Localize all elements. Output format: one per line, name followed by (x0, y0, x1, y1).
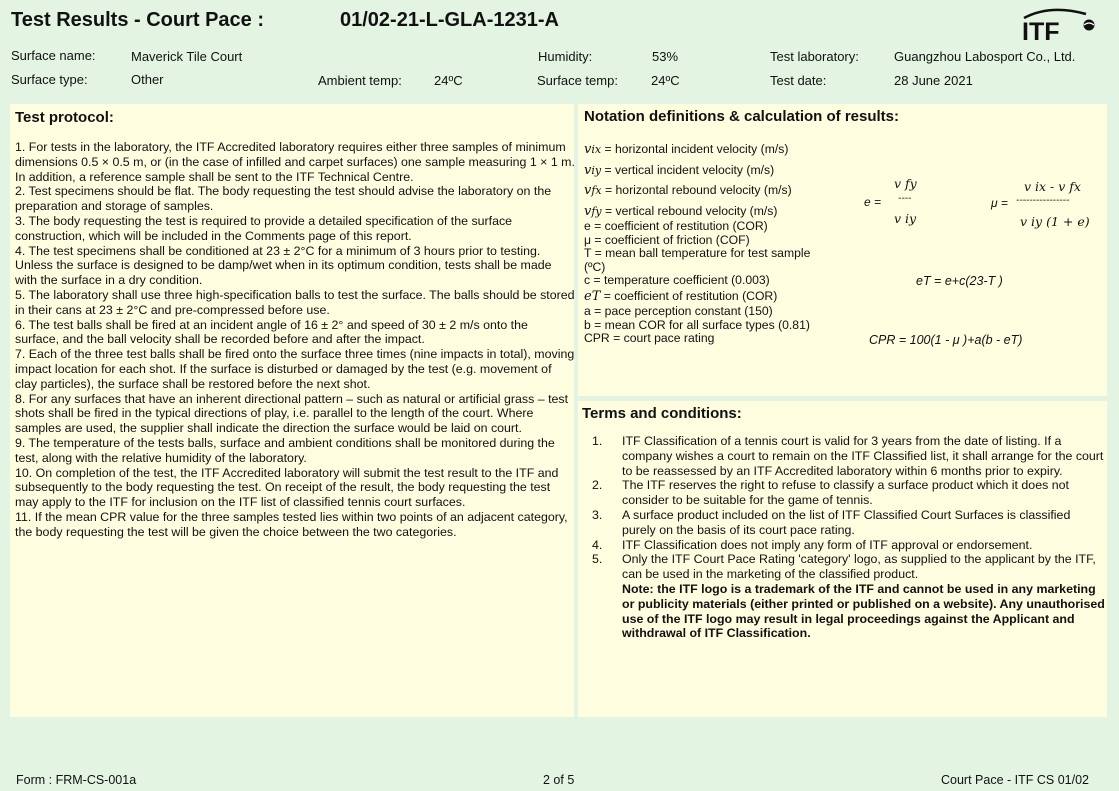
protocol-item: 9. The temperature of the tests balls, surface and ambient conditions shall be monitored during the test, along with the relative humidity of the laboratory. (15, 435, 555, 465)
def-T-unit: (ºC) (584, 260, 606, 274)
formula-mu-denominator: v iy (1 + e) (1020, 214, 1090, 229)
test-protocol-title: Test protocol: (15, 109, 114, 126)
itf-logo (1020, 6, 1100, 42)
test-lab-value: Guangzhou Labosport Co., Ltd. (894, 49, 1076, 64)
def-b: b = mean COR for all surface types (0.81) (584, 318, 810, 332)
terms-item: 4. ITF Classification does not imply any form of ITF approval or endorsement. (592, 537, 1033, 552)
terms-note-row (592, 582, 1107, 641)
protocol-item: 10. On completion of the test, the ITF Accredited laboratory will submit the test result to the ITF and subsequently to the body requesting the test. On receipt of the result, the body requesting the test may apply to the ITF for inclusion on the ITF list of classified tennis court surfaces. (15, 465, 559, 510)
terms-list (592, 434, 1107, 641)
humidity-value: 53% (652, 49, 679, 64)
def-vfy: vfy = vertical rebound velocity (m/s) (584, 204, 778, 219)
def-viy: viy = vertical incident velocity (m/s) (584, 163, 775, 178)
itf-logo-text: ITF (1022, 18, 1060, 42)
terms-item: 2. The ITF reserves the right to refuse to classify a surface product which it does not consider to be suitable for the game of tennis. (592, 478, 1069, 508)
formula-e-lhs: e = (864, 195, 882, 209)
formula-e-denominator: v iy (894, 211, 917, 226)
def-vix: vix = horizontal incident velocity (m/s) (584, 142, 789, 157)
page-number: 2 of 5 (543, 773, 575, 787)
protocol-item: 5. The laboratory shall use three high-specification balls to test the surface. The balls should be stored in their cans at 23 ± 2°C and pre-compressed before use. (15, 287, 575, 317)
test-date-label: Test date: (770, 73, 827, 88)
test-protocol-panel (10, 104, 574, 717)
test-protocol-list (15, 140, 575, 540)
terms-item: 3. A surface product included on the list of ITF Classified Court Surfaces is classified purely on the basis of its court pace rating. (592, 507, 1071, 537)
def-c: c = temperature coefficient (0.003) (584, 273, 770, 287)
def-a: a = pace perception constant (150) (584, 304, 773, 318)
surface-temp-value: 24ºC (651, 73, 680, 88)
def-e: e = coefficient of restitution (COR) (584, 219, 768, 233)
protocol-item: 4. The test specimens shall be conditioned at 23 ± 2°C for a minimum of 3 hours prior to testing. Unless the surface is designed to be damp/wet when in its optimum condition, tests shall be made with the surface in a dry condition. (15, 243, 552, 288)
protocol-item: 8. For any surfaces that have an inherent directional pattern – such as natural or artificial grass – test shots shall be fired in the typical directions of play, i.e. parallel to the length of the court. Where samples are used, the supplier shall indicate the direction the surface would be laid on court. (15, 391, 569, 436)
terms-note: Note: the ITF logo is a trademark of the ITF and cannot be used in any marketing or publicity materials (either printed or published on a website). Any unauthorised use of the ITF logo may result in legal proceedings against the Applicant and withdrawal of ITF Classification. (622, 581, 1105, 641)
formula-e-bar: ---- (898, 193, 912, 204)
protocol-item: 7. Each of the three test balls shall be fired onto the surface three times (nine impacts in total), moving impact location for each shot. If the surface is disturbed or damaged by the test (e.g. movement of clay particles), the surface shall be restored before the next shot. (15, 347, 575, 391)
def-T: T = mean ball temperature for test sample (584, 246, 811, 260)
def-mu: μ = coefficient of friction (COF) (584, 233, 750, 247)
surface-name-value: Maverick Tile Court (131, 49, 243, 64)
terms-item: 5. Only the ITF Court Pace Rating 'category' logo, as supplied to the applicant by the ITF, can be used in the marketing of the classified product. (592, 552, 1096, 582)
protocol-item: 1. For tests in the laboratory, the ITF Accredited laboratory requires either three samples of minimum dimensions 0.5 × 0.5 m, or (in the case of infilled and carpet surfaces) one sample measuring 1 × 1 m. In addition, a reference sample shall be sent to the ITF Technical Centre. (15, 140, 575, 184)
protocol-item: 6. The test balls shall be fired at an incident angle of 16 ± 2° and speed of 30 ± 2 m/s onto the surface, and the ball velocity shall be recorded before and after the impact. (15, 317, 528, 347)
def-eT: eT = coefficient of restitution (COR) (584, 289, 778, 304)
formula-cpr: CPR = 100(1 - μ )+a(b - eT) (869, 333, 1023, 347)
formula-mu-numerator: v ix - v fx (1024, 179, 1081, 194)
terms-title: Terms and conditions: (582, 405, 742, 422)
protocol-item: 3. The body requesting the test is required to provide a detailed specification of the surface construction, which will be included in the Comments page of this report. (15, 213, 513, 243)
document-reference: Court Pace - ITF CS 01/02 (941, 773, 1089, 787)
formula-mu-lhs: μ = (991, 196, 1008, 210)
page-title: Test Results - Court Pace : (11, 9, 265, 31)
terms-item: 1. ITF Classification of a tennis court is valid for 3 years from the date of listing. If a company wishes a court to remain on the ITF Classified list, it shall arrange for the court to be reassessed by an ITF Accredited laboratory within 6 months prior to expiry. (592, 434, 1104, 478)
form-number: Form : FRM-CS-001a (16, 773, 137, 787)
notation-panel (578, 104, 1107, 396)
surface-name-label: Surface name: (11, 48, 96, 63)
surface-type-label: Surface type: (11, 72, 88, 87)
ambient-temp-value: 24ºC (434, 73, 463, 88)
protocol-item: 2. Test specimens should be flat. The body requesting the test should advise the laboratory on the preparation and storage of samples. (15, 184, 552, 214)
terms-panel (578, 401, 1107, 717)
test-lab-label: Test laboratory: (770, 49, 859, 64)
test-date-value: 28 June 2021 (894, 73, 973, 88)
notation-title: Notation definitions & calculation of results: (584, 108, 900, 125)
ambient-temp-label: Ambient temp: (318, 73, 402, 88)
def-cpr: CPR = court pace rating (584, 331, 715, 345)
formula-eT: eT = e+c(23-T ) (916, 274, 1003, 288)
formula-e-numerator: v fy (894, 176, 917, 191)
protocol-item: 11. If the mean CPR value for the three samples tested lies within two points of an adjacent category, the body requesting the test will be given the choice between the two categories. (15, 509, 568, 539)
surface-temp-label: Surface temp: (537, 73, 618, 88)
surface-type-value: Other (131, 72, 164, 87)
report-id: 01/02-21-L-GLA-1231-A (340, 9, 559, 31)
humidity-label: Humidity: (538, 49, 593, 64)
formula-mu-bar: ---------------- (1016, 195, 1070, 206)
def-vfx: vfx = horizontal rebound velocity (m/s) (584, 183, 792, 198)
